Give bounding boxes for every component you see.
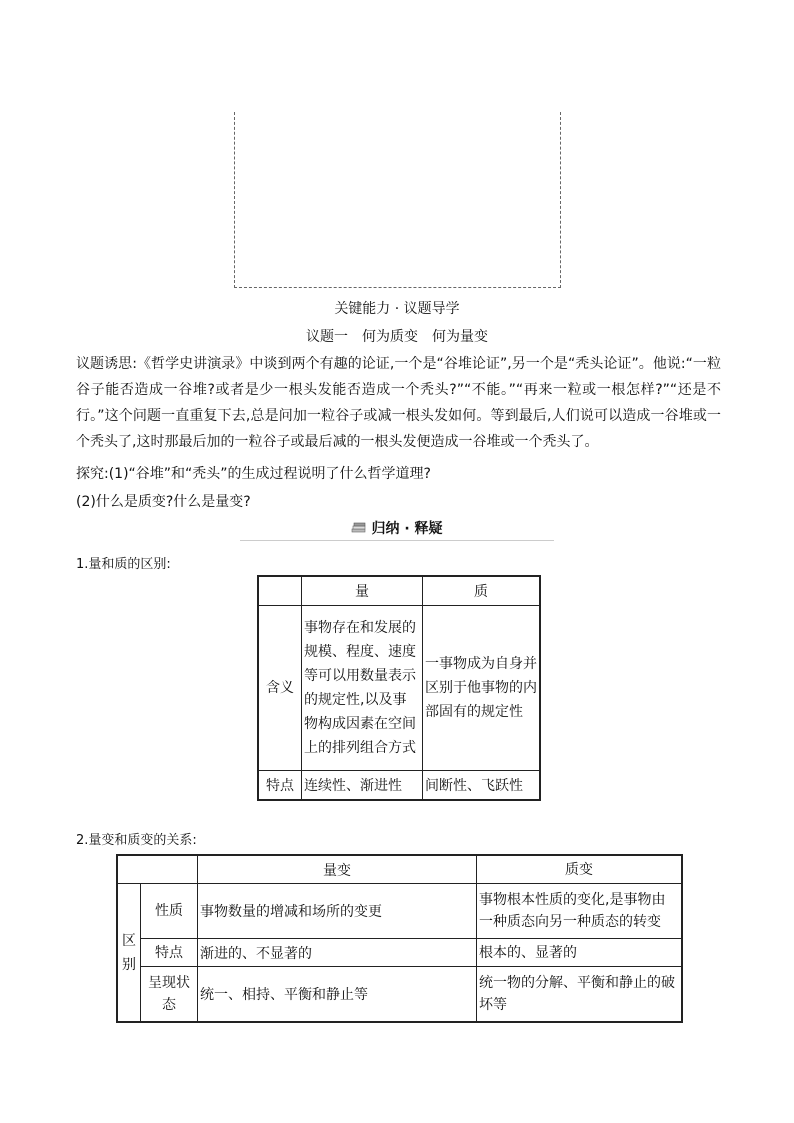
feature-quantity-cell: 连续性、渐进性 <box>302 771 423 801</box>
state-quant-cell: 统一、相持、平衡和静止等 <box>198 967 477 1023</box>
group-label-difference: 区别 <box>117 884 141 1023</box>
table-row <box>117 939 682 967</box>
table2-header-quant-change: 量变 <box>198 855 477 884</box>
row-label-meaning: 含义 <box>258 606 302 771</box>
quantity-quality-table <box>257 575 541 801</box>
nature-qual-cell: 事物根本性质的变化,是事物由一种质态向另一种质态的转变 <box>477 884 683 939</box>
table1-header-quality: 质 <box>423 576 541 606</box>
feature-quant-cell: 渐进的、不显著的 <box>198 939 477 967</box>
meaning-quality-cell: 一事物成为自身并区别于他事物的内部固有的规定性 <box>423 606 541 771</box>
book-stack-icon <box>351 522 367 534</box>
image-placeholder-box <box>234 112 561 288</box>
row-label-nature: 性质 <box>141 884 198 939</box>
section2-title: 2.量变和质变的关系: <box>76 833 197 848</box>
table-row <box>258 771 540 801</box>
state-qual-cell: 统一物的分解、平衡和静止的破坏等 <box>477 967 683 1023</box>
section1-title: 1.量和质的区别: <box>76 557 171 572</box>
question-2: (2)什么是质变?什么是量变? <box>76 494 251 510</box>
meaning-quantity-cell: 事物存在和发展的规模、程度、速度等可以用数量表示的规定性,以及事物构成因素在空间上的排列组合方式 <box>302 606 423 771</box>
row-label-feature: 特点 <box>141 939 198 967</box>
row-label-feature: 特点 <box>258 771 302 801</box>
table1-header-quantity: 量 <box>302 576 423 606</box>
table1-header-blank <box>258 576 302 606</box>
intro-paragraph: 议题诱思:《哲学史讲演录》中谈到两个有趣的论证,一个是“谷堆论证”,另一个是“秃头论证”。他说:“一粒谷子能否造成一谷堆?或者是少一根头发能否造成一个秃头?”“不能。”“再来一粒或一根怎样?”“还是不行。”这个问题一直重复下去,总是问加一粒谷子或减一根头发如何。等到最后,人们说可以造成一谷堆或一个秃头了,这时那最后加的一粒谷子或最后减的一根头发便造成一谷堆或一个秃头了。 <box>76 356 721 450</box>
section-title: 关键能力 · 议题导学 <box>334 301 460 317</box>
feature-qual-cell: 根本的、显著的 <box>477 939 683 967</box>
topic-title: 议题一 何为质变 何为量变 <box>306 329 488 345</box>
summary-banner <box>240 518 554 541</box>
banner-label: 归纳 · 释疑 <box>371 521 443 537</box>
question-1: 探究:(1)“谷堆”和“秃头”的生成过程说明了什么哲学道理? <box>76 466 431 482</box>
table-row <box>117 967 682 1023</box>
table2-header-qual-change: 质变 <box>477 855 683 884</box>
table-row <box>258 606 540 771</box>
nature-quant-cell: 事物数量的增减和场所的变更 <box>198 884 477 939</box>
row-label-state: 呈现状态 <box>141 967 198 1023</box>
change-relation-table <box>116 854 683 1023</box>
table-row <box>117 884 682 939</box>
feature-quality-cell: 间断性、飞跃性 <box>423 771 541 801</box>
table2-header-blank <box>117 855 198 884</box>
